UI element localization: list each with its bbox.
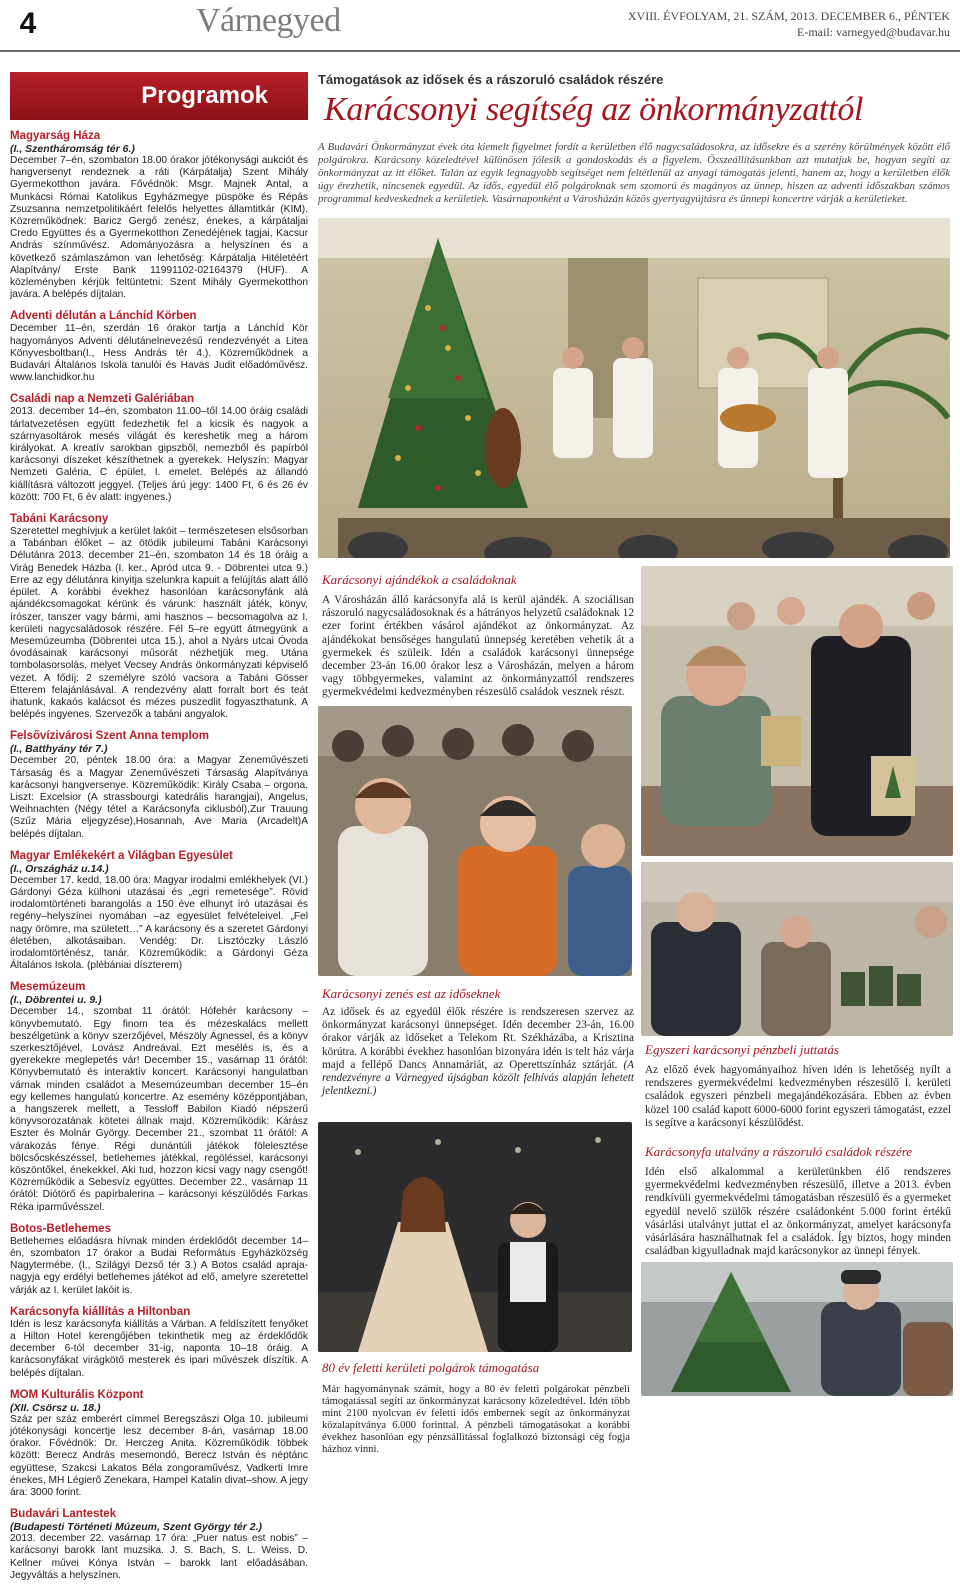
tree-market-photo bbox=[641, 1262, 953, 1396]
children-audience-photo bbox=[318, 706, 632, 976]
event-title: Magyar Emlékekért a Világban Egyesület bbox=[10, 849, 233, 862]
text-tree-voucher: Idén első alkalommal a kerületünkben élő rendszeres gyermekvédelmi kedvezményben részesülő, illetve a 2013. évben rendkívüli gyermekvédelmi támogatásban részesülő és a gyermeket egyedül nevelő szülők részére családonként 5.000 forint értékű vásárlási utalványt juttat el az önkormányzat, amelyet karácsonyfa vásárlására használhatnak fel a családok. Így biztos, hogy minden családban kigyulladnak majd karácsonykor az ünnepi fények. bbox=[645, 1166, 951, 1258]
article bbox=[318, 72, 950, 206]
program-event bbox=[10, 730, 308, 840]
program-event bbox=[10, 513, 308, 721]
program-event bbox=[10, 850, 308, 973]
event-text: Száz per száz emberért címmel Beregszászi Olga 10. jubileumi jótékonysági koncertje lesz december 8-án, vasárnap 18.00 órakor. Fővédnök: Dr. Herczeg Anita. Közreműködik többek között: Berecz András mesemondó, Berecz István és néptánc együttese, Szakcsi Lakatos Béla zongoraművész, Vadkerti Imre énekes, MH Légierő Zenekara, Hampel Katalin divat–show. A jegy ára: 3000 forint. bbox=[10, 1413, 308, 1499]
caption-over-80: 80 év feletti kerületi polgárok támogatása bbox=[322, 1360, 540, 1375]
caption-concert: Karácsonyi zenés est az időseknek bbox=[322, 986, 501, 1001]
text-concert-body: Az idősek és az egyedül élők részére is rendszeresen szervez az önkormányzat karácsonyi ünnepséget. Idén december 23-án, 16.00 órakor várják az időseket a Telekom Rt. Székházába, a Krisztina körútra. A korábbi évekhez hasonlóan bizonyára idén is telt ház várja majd a fellépő Dancs Annamáriát, az Operettszínház sztárját. bbox=[322, 1006, 634, 1071]
article-lead: A Budavári Önkormányzat évek óta kiemelt figyelmet fordít a kerületben élő nagycsaládosokra, az idősekre és a szerény körülmények között élő polgárokra. Karácsony közeledtével különösen jólesik a gondoskodás és a figyelem. Összeállításunkban azt mutatjuk be, hogyan segíti az önkormányzat az itt élőket. Talán az egyik legnagyobb segítséget nem feltétlenül az anyagi támogatás jelenti, hanem az, hogy a kerületben élők úgy érezhetik, nincsenek egyedül. Az idős, egyedül élő polgároknak sem szomorú és magányos az ünnep, hiszen az adventi időszakban számos programmal kedveskednek a kerületiek. Vasárnaponként a Városházán közös gyertyagyújtásra és ünnepi koncertre várják a kerületieket. bbox=[318, 141, 950, 205]
event-title: Adventi délután a Lánchíd Körben bbox=[10, 310, 197, 323]
program-event bbox=[10, 1223, 308, 1297]
event-title: Budavári Lantestek bbox=[10, 1508, 117, 1521]
program-event bbox=[10, 981, 308, 1213]
email-line: E-mail: varnegyed@budavar.hu bbox=[797, 25, 950, 39]
caption-gifts: Karácsonyi ajándékok a családoknak bbox=[322, 572, 517, 587]
event-address: (XII. Csörsz u. 18.) bbox=[10, 1401, 101, 1414]
text-concert bbox=[322, 1006, 634, 1098]
text-over-80: Már hagyománynak számít, hogy a 80 év feletti polgárokat pénzbeli támogatással segíti az önkormányzat karácsony közeledtével. Idén több mint 2100 nyolcvan év feletti idős embernek segít az önkormányzat közalapítványa 6.000 forinttal. A pénzbeli támogatásokat a korábbi évekhez hasonlóan egy pénzsállítással foglalkozó biztonsági cég fogja házhoz vinni. bbox=[322, 1384, 630, 1455]
event-title: Karácsonyfa kiállítás a Hiltonban bbox=[10, 1305, 191, 1318]
elderly-gift-bags-photo bbox=[641, 862, 953, 1036]
issue-line: XVIII. ÉVFOLYAM, 21. SZÁM, 2013. DECEMBER 6., PÉNTEK bbox=[627, 9, 950, 23]
event-title: Magyarság Háza bbox=[10, 130, 101, 142]
event-text: December 20, péntek 18.00 óra: a Magyar Zeneművészeti Társaság és a Magyar Zeneművészeti Társaság Alapítványa karácsonyi hangversenye. Közreműködik: Király Csaba – orgona. Liszt: Excelsior (A strassbourgi katedrális harangjai), Angelus, Weihnachten (Négy tétel a Karácsonyfa ciklusból),Zur Trauung (Szűz Mária eljegyzése),Hosannah, Ave Maria (Arcadelt)A belépés díjtalan. bbox=[10, 755, 308, 840]
issue-info bbox=[628, 8, 950, 40]
singers-photo bbox=[318, 1122, 632, 1352]
event-text: December 17. kedd, 18.00 óra: Magyar irodalmi emlékhelyek (VI.) Gárdonyi Géza külhoni utazásai és „egri remetesége”. Rövid irodalomtörténeti barangolás a 150 éve elhunyt író utazásai és regény–helyszínei nyomában –az egyesület felvételeivel. „Fel nagy örömre, ma született…” A karácsony és a szeretet Gárdonyi életében, alkotásaiban. Vendég: Dr. Lisztóczky László irodalomtörténész, tanár. Közreműködik: a Gárdonyi Géza Általános Iskola. (plébániai díszterem) bbox=[10, 874, 308, 972]
program-event bbox=[10, 1306, 308, 1380]
program-event bbox=[10, 1389, 308, 1499]
masthead bbox=[0, 0, 960, 52]
event-title: MOM Kulturális Központ bbox=[10, 1388, 144, 1401]
text-gifts: A Városházán álló karácsonyfa alá is kerül ajándék. A szociálisan rászoruló nagycsaládosoknak és a hátrányos helyzetű családoknak 12 ezer forint értékben vásárol ajándékot az önkormányzat. Az ajándékokat bensőséges hangulatú ünnepség keretében vehetik át a gyermekek és szüleik. Idén a családok karácsonyi ünnepsége december 23-án 16.00 órakor lesz a Városházán, melyen a három vagy többgyermekes, valamint az önkormányzattól rendszeres gyermekvédelmi kedvezményben részesülő családok vesznek részt. bbox=[322, 594, 634, 699]
event-address: (I., Batthyány tér 7.) bbox=[10, 743, 108, 756]
masthead-rule bbox=[0, 50, 960, 52]
programs-header: Programok bbox=[10, 72, 308, 120]
event-title: Felsővízivárosi Szent Anna templom bbox=[10, 730, 209, 743]
event-address: (I., Országház u.14.) bbox=[10, 862, 109, 875]
event-address: (I., Szentháromság tér 6.) bbox=[10, 143, 135, 155]
event-text: December 14., szombat 11 órától: Hófehér karácsony – könyvbemutató. Egy finom tea és mézeskalács mellett beszélgetünk a könyv szerzőjével, Mészöly Ágnessel, és a könyv szerkesztőjével, Lovász Andreával. Ezt mesélés is, és a gyerekekre meglepetés vár! December 15., vasárnap 11 órától: Könyvbemutató és interaktív koncert. Karácsonyi hangulatban várnak minden családot a Mesemúzeumban december 15–én egy kellemes hangulatú koncertre. Az esemény középpontjában, a hangszerek mellett, a Tessloff Babilon Kiadó népszerű könyvsorozatának kötetei állnak majd. Közreműködik: Kárász Eszter és Molnár György. December 21., szombat 11 órától: A várakozás fénye. Régi dunántúli játékok fölelesztése bölcsőcskészéssel, betlehemes játékkal, regöléssel, karácsonyi köszöntőkel, énekekkel. Aki tud, hozzon kicsi vagy nagy csengőt! Közreműködik a Sebesvíz együttes. December 22., vasárnap 11 órától: Diótörő és papírbalerina – karácsonyi készülődés Farkas Réka iparművésszel. bbox=[10, 1006, 308, 1213]
event-text: Idén is lesz karácsonyfa kiállítás a Várban. A feldíszített fenyőket a Hilton Hotel kerengőjében tekinthetik meg az érdeklődők december 6-tól december 31-ig, naponta 10–18 óráig. A karácsonyfákat virágkötő mesterek és ipari művészek díszítik. A belépés díjtalan. bbox=[10, 1318, 308, 1379]
event-text: Szeretettel meghívjuk a kerület lakóit – természetesen elsősorban a Tabánban élőket – az ötödik jubileumi Tabáni Karácsonyi Délutánra 2013. december 21–én, szombaton 14 és 18 óráig a Virág Benedek Házba (I. ker., Apród utca 9. - Döbrentei utca 9.) Erre az egy délutánra kinyitja szelunkra kapuit a felújítás alatt álló épület. A korábbi évekhez hasonlóan karácsonyfánk alá ajándékcsomagokat kérünk és várunk: használt játék, könyv, írószer, tanszer vagy bármi, ami hasznos – becsomagolva az I. kerületi nagycsaládosok részére. Fél 5–re együtt átmegyünk a Mesemúzeumba (Döbrentei utca 15.), ahol a Nyárs utcai Óvoda óvodásainak karácsonyi műsorát nézhetjük meg. Utána tombolasorsolás, melyet Vecsey András önkormányzati képviselő vezet. A fődíj: 2 személyre szóló vacsora a Tabáni Gösser Étterem felajánlásával. A rendezvény alatt forralt bort és teát ihatunk, kakaós kalácsot és mézes puszedlit fogyaszthatunk. A belépés ingyenes. Szervezők a tabáni angyalok. bbox=[10, 526, 308, 721]
program-event bbox=[10, 130, 308, 301]
article-headline: Karácsonyi segítség az önkormányzattól bbox=[324, 91, 864, 128]
programs-column bbox=[10, 72, 308, 1591]
gift-handover-photo bbox=[641, 566, 953, 856]
event-text: 2013. december 22. vasárnap 17 óra: „Puer natus est nobis” – karácsonyi barokk lant muzsika. J. S. Bach, S. L. Weiss, D. Kellner művei Kónya István – barokk lant előadásában. Jegyváltás a helyszínen. bbox=[10, 1533, 308, 1581]
event-address: (Budapesti Történeti Múzeum, Szent György tér 2.) bbox=[10, 1521, 263, 1534]
program-event bbox=[10, 310, 308, 384]
text-concert-note: (A rendezvényre a Várnegyed újságban közölt felhívás alapján lehetett jelentkezni.) bbox=[322, 1058, 634, 1098]
event-title: Tabáni Karácsony bbox=[10, 513, 109, 526]
text-one-time-payment: Az előző évek hagyományaihoz híven idén is lehetőség nyílt a rendszeres gyermekvédelmi kedvezményben részesülő I. kerületi családok egyszeri pénzbeli megajándékozására. Ebben az évben közel 100 család kapott 6000-6000 forint egyszeri támogatást, ezzel is segítve a karácsonyi készülődést. bbox=[645, 1064, 951, 1129]
event-title: Mesemúzeum bbox=[10, 981, 86, 994]
article-kicker: Támogatások az idősek és a rászoruló családok részére bbox=[318, 72, 664, 87]
christmas-concert-photo bbox=[318, 218, 950, 558]
event-address: (I., Döbrentei u. 9.) bbox=[10, 994, 102, 1007]
caption-tree-voucher: Karácsonyfa utalvány a rászoruló családok részére bbox=[645, 1144, 913, 1159]
event-text: December 7–én, szombaton 18.00 órakor jótékonysági aukciót és hangversenyt rendeznek a ráti (Kárpátalja) Szent Mihály Gyermekotthon javára. Fővédnök: Msgr. Majnek Antal, a Munkácsi Római Katolikus Egyházmegye püspöke és Répás Zsuzsanna nemzetpolitikáért felelős helyettes államtitkár (KIM). Közreműködnek: Baricz Gergő zenész, énekes, a kárpátaljai Credo Együttes és a Gyermekotthon Zenedéjének tagjai, Kacsur András színművész. Adományozásra a helyszínen és a következő számlaszámon van lehetőség: Kárpátalja Hitéletéért Alapítvány/ Erste Bank 11991102-02164379 (HUF). A közleményben kérjük feltüntetni: Szent Mihály Gyermekotthon javára. A belépés díjtalan. bbox=[10, 155, 308, 301]
event-text: Betlehemes előadásra hívnak minden érdeklődőt december 14–én, szombaton 17 órakor a Budai Református Egyházközség Nagytermébe. (I., Szilágyi Dezső tér 3.) A Botos család apraja-nagyja egy erdélyi betlehemes játékot ad elő, amelyre szeretettel várják az I. kerület lakóit is. bbox=[10, 1235, 308, 1296]
program-event bbox=[10, 1508, 308, 1582]
program-event bbox=[10, 393, 308, 504]
page-number: 4 bbox=[19, 7, 37, 40]
publication-name: Várnegyed bbox=[196, 2, 341, 39]
event-title: Családi nap a Nemzeti Galériában bbox=[10, 393, 195, 406]
event-text: December 11–én, szerdán 16 órakor tartja a Lánchíd Kör hagyományos Adventi délutánelnevezésű rendezvényét a Litea Könyvesboltban(I., Hess András tér 4.). Közreműködnek a Budavári Általános Iskola tanulói és Havas Judit előadóművész. www.lanchidkor.hu bbox=[10, 323, 308, 384]
event-title: Botos-Betlehemes bbox=[10, 1222, 111, 1235]
caption-one-time-payment: Egyszeri karácsonyi pénzbeli juttatás bbox=[645, 1042, 839, 1057]
event-text: 2013. december 14–én, szombaton 11.00–től 14.00 óráig családi tárlatvezetésen együtt fedezhetik fel a kicsik és nagyok a szárnyasoltárok mesés világát és kereshetik meg a három királyokat. A kreatív sarokban gipszből, nemezből és papírból karácsonyi díszeket készíthetnek a gyerekek. Helyszín: Magyar Nemzeti Galéria, C épület, I. emelet. Belépés az állandó kiállításra változott jeggyel. (Teljes árú jegy: 1400 Ft, 6 és 26 év között: 700 Ft, 6 év alatt: ingyenes.) bbox=[10, 406, 308, 503]
